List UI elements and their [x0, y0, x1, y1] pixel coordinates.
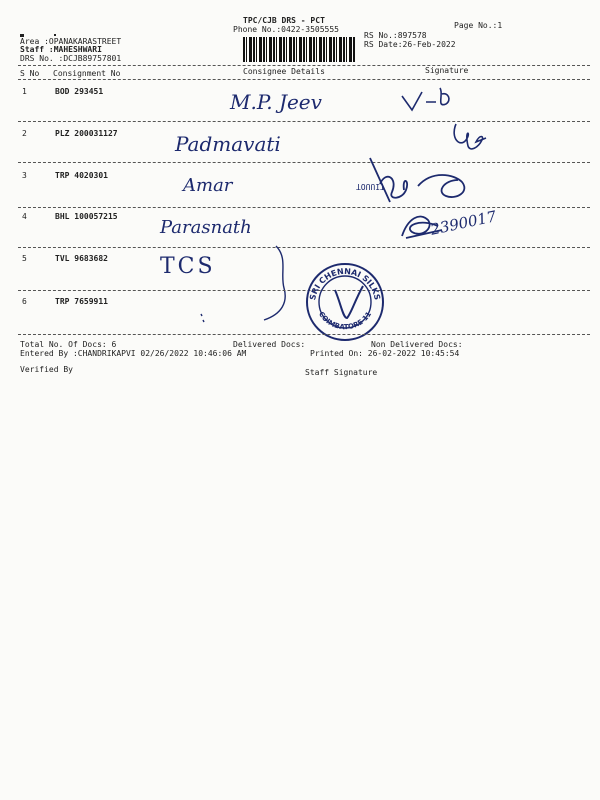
column-consignee: Consignee Details [243, 67, 325, 76]
rs-date: RS Date:26-Feb-2022 [364, 40, 456, 49]
row-consignment: TVL 9683682 [55, 254, 108, 263]
signature-mark [258, 244, 298, 324]
printed-on: Printed On: 26-02-2022 10:45:54 [310, 349, 460, 358]
row-sno: 2 [22, 129, 27, 138]
barcode [243, 37, 356, 62]
delivered-docs: Delivered Docs: [233, 340, 306, 349]
staff-label: Staff :MAHESHWARI [20, 45, 102, 54]
row-consignment: BHL 100057215 [55, 212, 118, 221]
row-sno: 3 [22, 171, 27, 180]
stamp-text-bottom: COIMBATORE 11 [316, 310, 374, 332]
stamp-text-top: SRI CHENNAI SILKS [308, 266, 382, 301]
column-signature: Signature [425, 66, 469, 75]
drs-number: DRS No. :DCJB89757801 [20, 54, 122, 63]
entered-by: Entered By :CHANDRIKAPVI 02/26/2022 10:46:06 AM [20, 349, 247, 358]
row-divider [18, 162, 590, 163]
verified-by: Verified By [20, 365, 73, 374]
row-consignment: TRP 4020301 [55, 171, 108, 180]
row-consignee: Amar [183, 175, 233, 196]
row-consignment: TRP 7659911 [55, 297, 108, 306]
row-consignee: M.P. Jeev [230, 90, 322, 114]
column-divider [18, 79, 590, 80]
row-divider [18, 247, 590, 248]
staff-signature: Staff Signature [305, 368, 378, 377]
header-divider [18, 65, 590, 66]
row-consignee: Parasnath [160, 217, 252, 238]
company-stamp [303, 260, 387, 344]
row-consignee: TCS [160, 254, 216, 279]
rs-number: RS No.:897578 [364, 31, 427, 40]
row-sno: 1 [22, 87, 27, 96]
ink-stamp-text: TIUUOT [356, 182, 385, 191]
area-label: Area :OPANAKARASTREET [20, 37, 122, 46]
signature-mark [198, 312, 208, 324]
page-number: Page No.:1 [454, 21, 503, 30]
row-divider [18, 207, 590, 208]
non-delivered-docs: Non Delivered Docs: [371, 340, 463, 349]
signature-mark [396, 84, 466, 116]
signature-mark [446, 118, 496, 158]
row-consignment: BOD 293451 [55, 87, 104, 96]
row-consignment: PLZ 200031127 [55, 129, 118, 138]
row-sno: 6 [22, 297, 27, 306]
column-consignment: Consignment No [53, 69, 121, 78]
column-sno: S No [20, 69, 40, 78]
row-sno: 5 [22, 254, 27, 263]
row-divider [18, 121, 590, 122]
signature-mark [362, 156, 482, 208]
svg-text:COIMBATORE 11 [317, 310, 373, 331]
row-sno: 4 [22, 212, 27, 221]
row-handwritten-number: 2390017 [428, 207, 498, 239]
scan-mark [54, 34, 56, 36]
row-consignee: Padmavati [175, 132, 281, 156]
footer-divider [18, 334, 590, 335]
phone-number: Phone No.:0422-3505555 [233, 25, 339, 34]
total-docs: Total No. Of Docs: 6 [20, 340, 117, 349]
document-title: TPC/CJB DRS - PCT [243, 16, 325, 25]
